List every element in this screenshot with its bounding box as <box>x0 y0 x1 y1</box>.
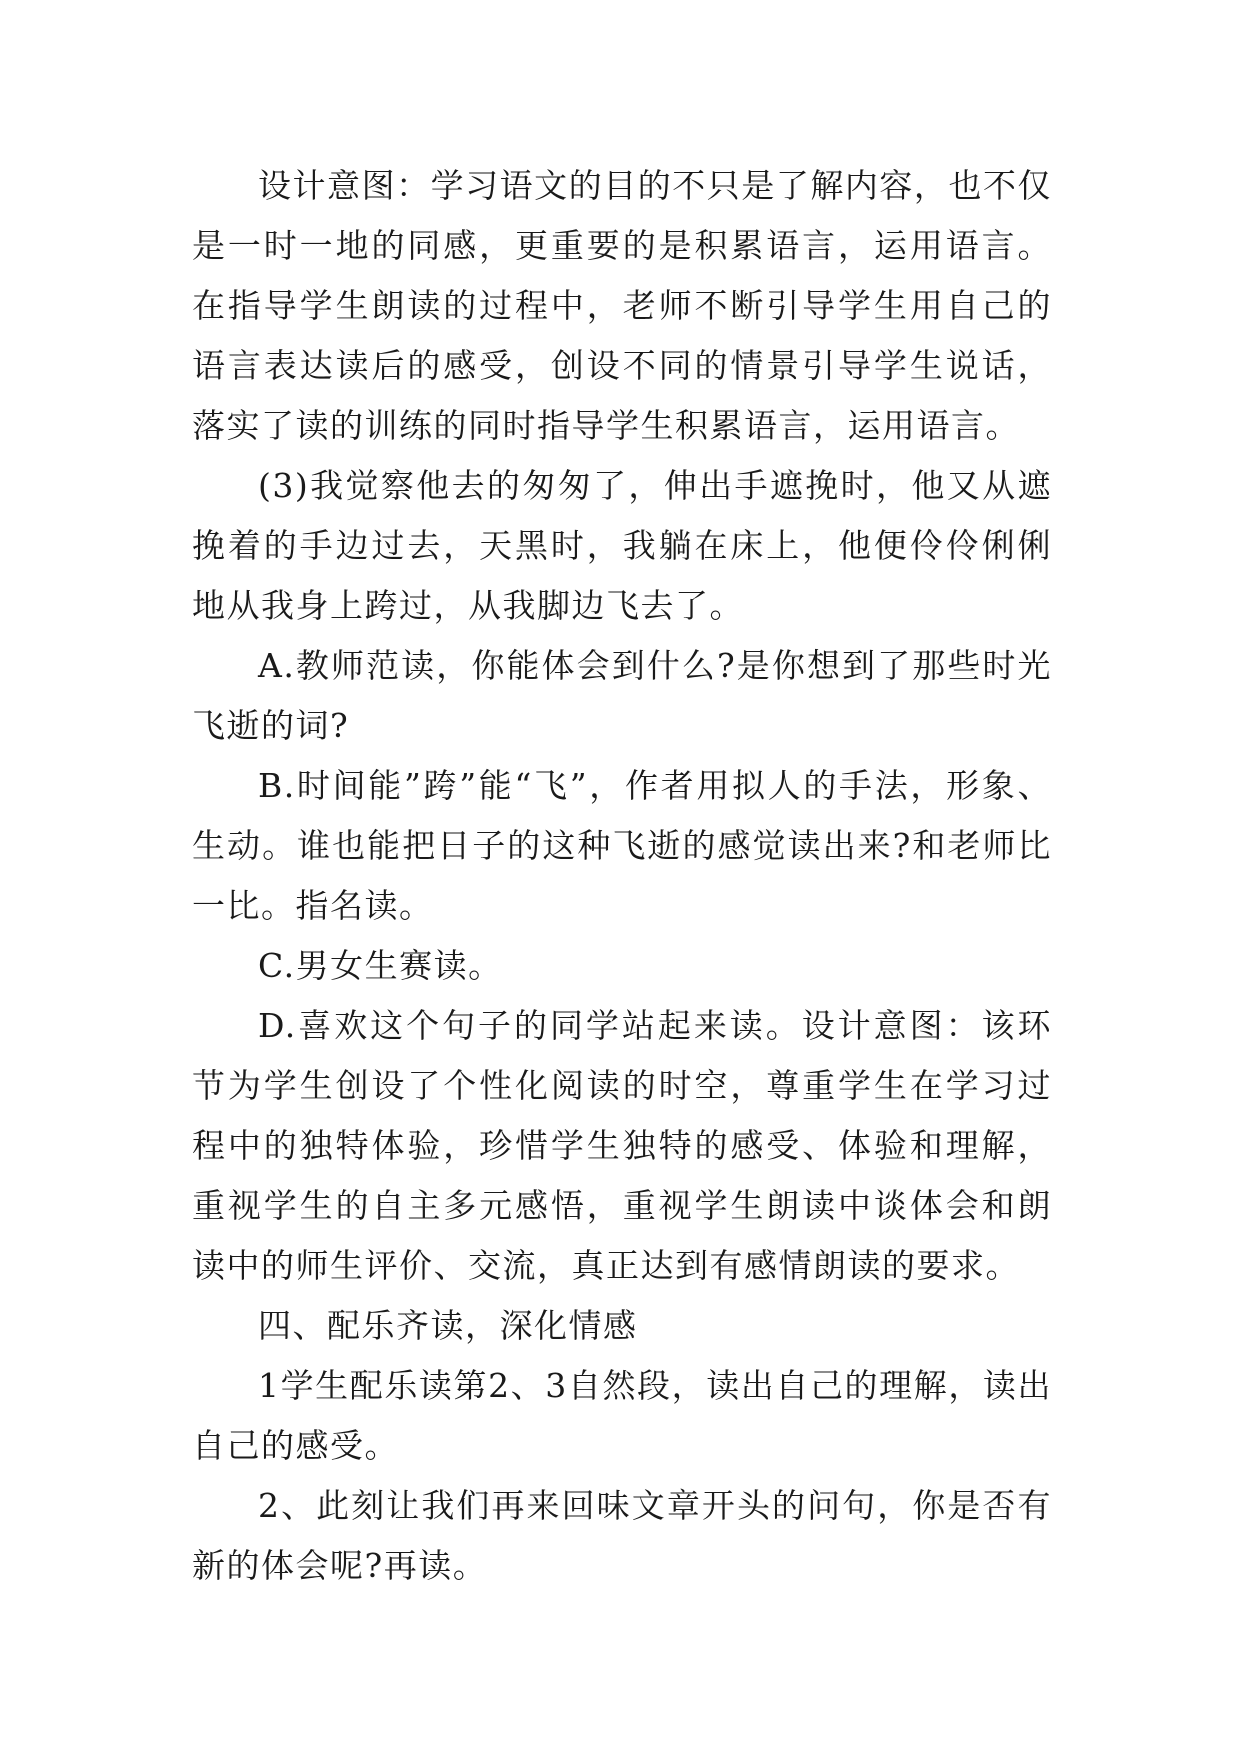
paragraph-step-b: B.时间能”跨”能“飞”，作者用拟人的手法，形象、生动。谁也能把日子的这种飞逝的感觉读出来?和老师比一比。指名读。 <box>192 766 1052 925</box>
paragraph-design-intent-1: 设计意图：学习语文的目的不只是了解内容，也不仅是一时一地的同感，更重要的是积累语言，运用语言。在指导学生朗读的过程中，老师不断引导学生用自己的语言表达读后的感受，创设不同的情景引导学生说话，落实了读的训练的同时指导学生积累语言，运用语言。 <box>192 166 1052 445</box>
paragraph-step-c: C.男女生赛读。 <box>258 946 503 985</box>
paragraph-quote-3: (3)我觉察他去的匆匆了，伸出手遮挽时，他又从遮挽着的手边过去，天黑时，我躺在床上，他便伶伶俐俐地从我身上跨过，从我脚边飞去了。 <box>192 466 1052 625</box>
paragraph-item-1: 1学生配乐读第2、3自然段，读出自己的理解，读出自己的感受。 <box>192 1366 1052 1465</box>
document-body <box>192 156 1052 1596</box>
section-heading-4: 四、配乐齐读，深化情感 <box>258 1306 638 1345</box>
paragraph-step-d: D.喜欢这个句子的同学站起来读。设计意图：该环节为学生创设了个性化阅读的时空，尊重学生在学习过程中的独特体验，珍惜学生独特的感受、体验和理解，重视学生的自主多元感悟，重视学生朗读中谈体会和朗读中的师生评价、交流，真正达到有感情朗读的要求。 <box>192 1006 1052 1285</box>
paragraph-item-2: 2、此刻让我们再来回味文章开头的问句，你是否有新的体会呢?再读。 <box>192 1486 1052 1585</box>
paragraph-step-a: A.教师范读，你能体会到什么?是你想到了那些时光飞逝的词? <box>192 646 1052 745</box>
